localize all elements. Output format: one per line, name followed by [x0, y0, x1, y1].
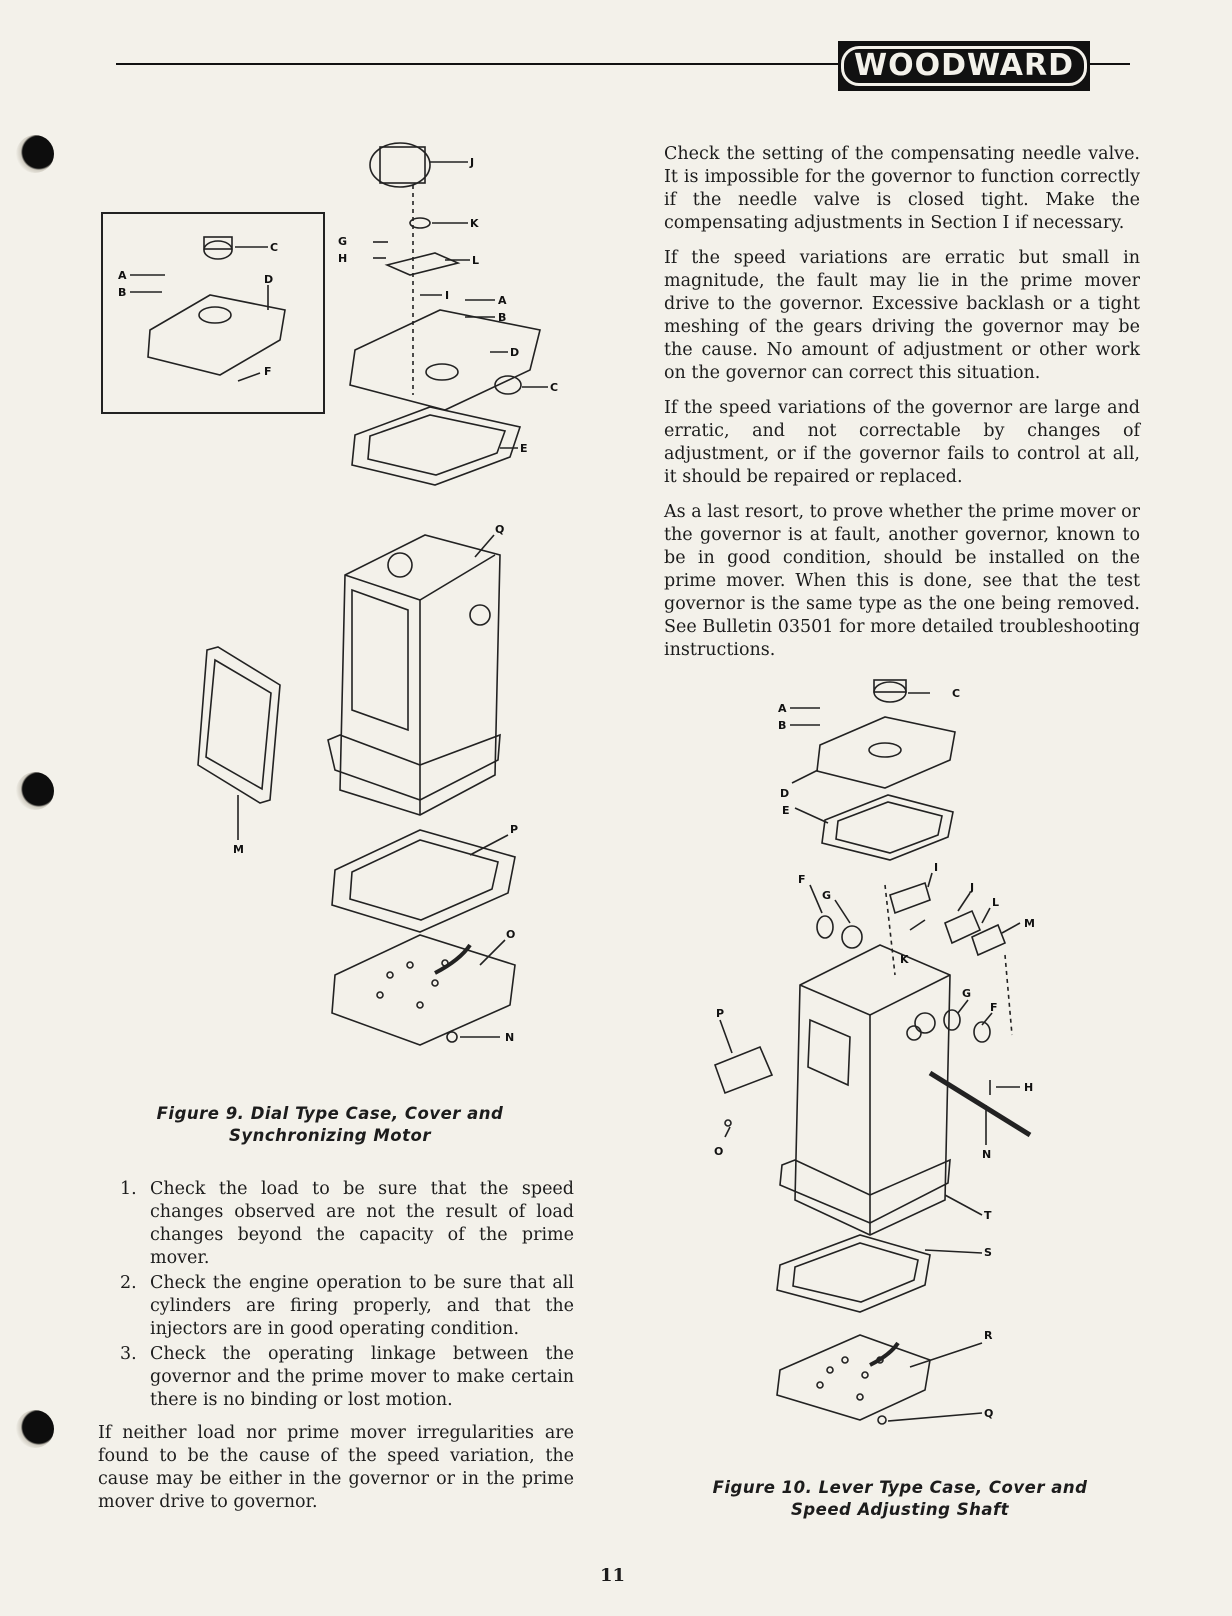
- fig9-label-C: C: [550, 381, 559, 394]
- paragraph-3: If the speed variations of the governor are large and erratic, and not correctable by changes of adjustment, or if the governor fails to control at all, it should be repaired or replaced.: [664, 398, 1140, 487]
- fig9-label-O: O: [506, 928, 516, 941]
- binder-hole-top: [16, 135, 54, 173]
- fig9-label-D-inset: D: [264, 273, 274, 286]
- fig10-label-S: S: [984, 1246, 992, 1259]
- fig10-label-M: M: [1024, 917, 1035, 930]
- fig9-label-F: F: [264, 365, 272, 378]
- binder-hole-middle: [16, 772, 54, 810]
- fig10-label-K: K: [900, 953, 909, 966]
- fig10-label-I: I: [934, 861, 939, 874]
- fig10-label-A: A: [778, 702, 787, 715]
- fig9-label-A2: A: [498, 294, 507, 307]
- fig9-label-B2: B: [498, 311, 507, 324]
- fig10-label-L: L: [992, 896, 1000, 909]
- fig9-label-I: I: [445, 289, 450, 302]
- step-2: 2. Check the engine operation to be sure that all cylinders are firing properly, and that the injectors are in good operating condition.: [120, 1273, 574, 1339]
- fig10-label-T: T: [984, 1209, 992, 1222]
- fig10-label-D: D: [780, 787, 790, 800]
- paragraph-2: If the speed variations are erratic but small in magnitude, the fault may lie in the prime mover drive to the governor. Excessive backlash or a tight meshing of the gears driving the governor may be the cause. No amount of adjustment or other work on the governor can correct this situation.: [664, 248, 1140, 383]
- step-1: 1. Check the load to be sure that the speed changes observed are not the result of load changes beyond the capacity of the prime mover.: [120, 1179, 574, 1268]
- binder-hole-bottom: [16, 1410, 54, 1448]
- page-number: 11: [600, 1565, 626, 1586]
- fig10-label-B: B: [778, 719, 787, 732]
- right-column-text: [664, 143, 1140, 674]
- paragraph-4: As a last resort, to prove whether the prime mover or the governor is at fault, another governor, known to be in good condition, should be installed on the prime mover. When this is done, see that the test governor is the same type as the one being removed. See Bulletin 03501 for more detailed troubleshooting instructions.: [664, 502, 1140, 660]
- fig10-label-H: H: [1024, 1081, 1034, 1094]
- figure-10-caption: Figure 10. Lever Type Case, Cover and Speed Adjusting Shaft: [712, 1478, 1088, 1519]
- fig10-label-G: G: [822, 889, 832, 902]
- fig10-label-N: N: [982, 1148, 992, 1161]
- figure-9-illustration: [90, 135, 600, 1085]
- fig9-label-H: H: [338, 252, 348, 265]
- fig9-label-P: P: [510, 823, 519, 836]
- fig9-label-M: M: [233, 843, 244, 856]
- fig9-label-G: G: [338, 235, 348, 248]
- fig9-label-K: K: [470, 217, 479, 230]
- fig9-label-C-inset: C: [270, 241, 279, 254]
- fig9-label-A: A: [118, 269, 127, 282]
- fig10-label-R: R: [984, 1329, 993, 1342]
- fig10-label-E: E: [782, 804, 790, 817]
- fig10-label-C: C: [952, 687, 961, 700]
- fig10-label-F: F: [798, 873, 806, 886]
- fig9-label-E: E: [520, 442, 528, 455]
- fig10-label-F2: F: [990, 1001, 998, 1014]
- fig9-label-Q: Q: [495, 523, 505, 536]
- step-3: 3. Check the operating linkage between the governor and the prime mover to make certain there is no binding or lost motion.: [120, 1344, 574, 1410]
- woodward-logo: WOODWARD: [838, 41, 1090, 91]
- paragraph-1: Check the setting of the compensating needle valve. It is impossible for the governor to function correctly if the needle valve is closed tight. Make the compensating adjustments in Section I if necessary.: [664, 144, 1140, 233]
- closing-paragraph: If neither load nor prime mover irregularities are found to be the cause of the speed variation, the cause may be either in the governor or in the prime mover drive to governor.: [98, 1423, 574, 1512]
- fig10-label-G2: G: [962, 987, 972, 1000]
- fig9-label-J: J: [470, 156, 475, 169]
- fig10-label-P: P: [716, 1007, 725, 1020]
- fig10-label-O: O: [714, 1145, 724, 1158]
- fig9-label-B: B: [118, 286, 127, 299]
- fig9-label-N: N: [505, 1031, 515, 1044]
- figure-9-caption: Figure 9. Dial Type Case, Cover and Synchronizing Motor: [156, 1104, 504, 1145]
- fig9-label-D: D: [510, 346, 520, 359]
- fig9-label-L: L: [472, 254, 480, 267]
- fig10-label-Q: Q: [984, 1407, 994, 1420]
- left-column-text: [98, 1178, 574, 1526]
- figure-10-illustration: [714, 675, 1140, 1475]
- fig10-label-J: J: [970, 881, 975, 894]
